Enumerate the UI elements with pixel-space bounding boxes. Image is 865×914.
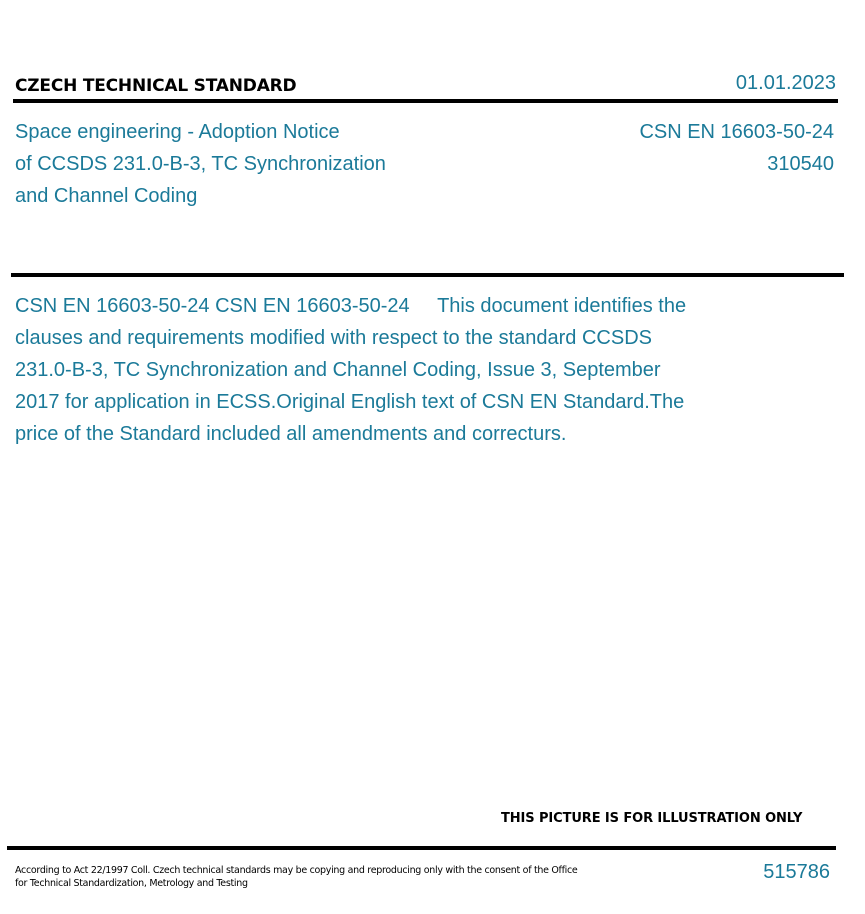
title-line: of CCSDS 231.0-B-3, TC Synchronization <box>15 153 386 175</box>
header-rule <box>13 99 838 103</box>
description-line: CSN EN 16603-50-24 CSN EN 16603-50-24 This document identifies the <box>15 295 687 317</box>
title-line: Space engineering - Adoption Notice <box>15 121 340 143</box>
footer-rule <box>7 846 836 850</box>
document-code-block <box>639 116 834 180</box>
standard-heading: CZECH TECHNICAL STANDARD <box>15 76 297 96</box>
standard-code: CSN EN 16603-50-24 <box>639 121 834 143</box>
description-line: price of the Standard included all amendments and correcturs. <box>15 423 567 445</box>
class-number: 310540 <box>767 153 834 175</box>
title-rule <box>11 273 844 277</box>
illustration-disclaimer: THIS PICTURE IS FOR ILLUSTRATION ONLY <box>501 811 803 826</box>
legal-line: According to Act 22/1997 Coll. Czech technical standards may be copying and reproducing only with the consent of the Office <box>15 865 578 876</box>
catalog-number: 515786 <box>763 861 830 883</box>
description-line: 231.0-B-3, TC Synchronization and Channel Coding, Issue 3, September <box>15 359 661 381</box>
legal-notice <box>15 864 585 890</box>
document-description <box>15 290 755 450</box>
document-title <box>15 116 455 212</box>
description-line: 2017 for application in ECSS.Original English text of CSN EN Standard.The <box>15 391 685 413</box>
legal-line: for Technical Standardization, Metrology and Testing <box>15 878 248 889</box>
title-line: and Channel Coding <box>15 185 198 207</box>
description-line: clauses and requirements modified with respect to the standard CCSDS <box>15 327 652 349</box>
publication-date: 01.01.2023 <box>735 72 836 94</box>
